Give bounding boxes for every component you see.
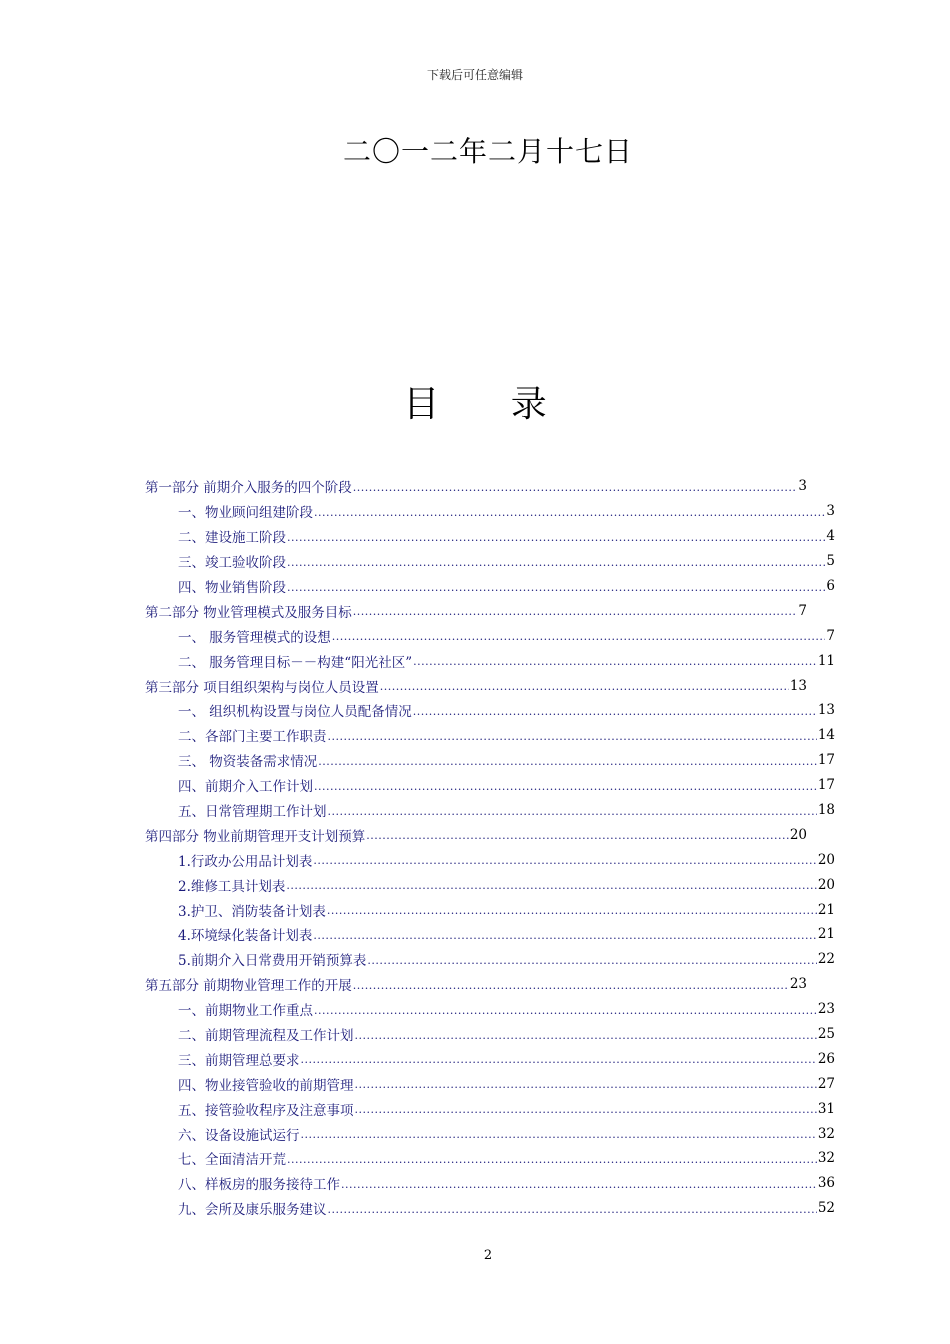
- toc-dot-leader: [413, 705, 817, 718]
- toc-dot-leader: [366, 829, 789, 842]
- toc-entry-label: 五、日常管理期工作计划: [178, 804, 327, 821]
- toc-dot-leader: [355, 1029, 817, 1042]
- toc-dot-leader: [301, 1053, 817, 1066]
- toc-page-number: 20: [789, 826, 807, 843]
- toc-dot-leader: [328, 1203, 817, 1216]
- toc-entry-label: 三、竣工验收阶段: [178, 555, 286, 572]
- toc-page-number: 31: [817, 1100, 835, 1117]
- toc-part-entry[interactable]: [145, 598, 807, 623]
- toc-entry-label: 第二部分 物业管理模式及服务目标: [145, 604, 352, 621]
- toc-page-number: 13: [817, 702, 835, 719]
- toc-entry-label: 第四部分 物业前期管理开支计划预算: [145, 828, 366, 845]
- toc-page-number: 13: [789, 677, 807, 694]
- toc-page-number: 27: [817, 1075, 835, 1092]
- toc-section-entry[interactable]: [145, 947, 835, 972]
- toc-page-number: 5: [826, 553, 835, 570]
- toc-part-entry[interactable]: [145, 673, 807, 698]
- toc-page-number: 32: [817, 1125, 835, 1142]
- toc-dot-leader: [287, 1153, 817, 1166]
- toc-entry-label: 3.护卫、消防装备计划表: [178, 903, 326, 920]
- toc-dot-leader: [301, 1128, 817, 1141]
- toc-dot-leader: [341, 1178, 817, 1191]
- toc-section-entry[interactable]: [145, 1071, 835, 1096]
- toc-page-number: 20: [817, 876, 835, 893]
- toc-dot-leader: [286, 879, 816, 892]
- toc-section-entry[interactable]: [145, 1171, 835, 1196]
- toc-page-number: 52: [817, 1200, 835, 1217]
- toc-section-entry[interactable]: [145, 748, 835, 773]
- toc-page-number: 23: [789, 976, 807, 993]
- toc-page-number: 22: [817, 951, 835, 968]
- page-number: 2: [483, 1248, 493, 1263]
- toc-page-number: 20: [817, 851, 835, 868]
- toc-dot-leader: [287, 581, 825, 594]
- toc-section-entry[interactable]: [145, 773, 835, 798]
- toc-dot-leader: [355, 1078, 817, 1091]
- toc-section-entry[interactable]: [145, 723, 835, 748]
- toc-entry-label: 四、物业销售阶段: [178, 580, 286, 596]
- header-note: 下载后可任意编辑: [426, 68, 523, 82]
- toc-dot-leader: [380, 680, 789, 693]
- toc-entry-label: 2.维修工具计划表: [178, 878, 286, 895]
- toc-entry-label: 三、前期管理总要求: [178, 1052, 300, 1069]
- toc-section-entry[interactable]: [145, 1046, 835, 1071]
- toc-page-number: 32: [817, 1150, 835, 1167]
- toc-entry-label: 一、 服务管理模式的设想: [178, 629, 331, 646]
- toc-section-entry[interactable]: [145, 549, 835, 574]
- toc-section-entry[interactable]: [145, 798, 835, 823]
- toc-section-entry[interactable]: [145, 1022, 835, 1047]
- toc-page-number: 11: [817, 652, 835, 669]
- toc-page-number: 18: [817, 802, 835, 819]
- toc-section-entry[interactable]: [145, 897, 835, 922]
- toc-page-number: 26: [817, 1050, 835, 1067]
- toc-entry-label: 一、物业顾问组建阶段: [178, 505, 313, 522]
- toc-dot-leader: [327, 904, 817, 917]
- toc-entry-label: 1.行政办公用品计划表: [178, 853, 313, 870]
- toc-entry-label: 第一部分 前期介入服务的四个阶段: [145, 480, 352, 497]
- toc-section-entry[interactable]: [145, 1146, 835, 1171]
- toc-entry-label: 四、前期介入工作计划: [178, 779, 313, 796]
- toc-entry-label: 二、前期管理流程及工作计划: [178, 1028, 354, 1045]
- toc-section-entry[interactable]: [145, 847, 835, 872]
- toc-section-entry[interactable]: [145, 574, 835, 599]
- toc-section-entry[interactable]: [145, 1121, 835, 1146]
- table-of-contents: [145, 474, 835, 1221]
- toc-page-number: 17: [817, 777, 835, 794]
- toc-dot-leader: [328, 730, 817, 743]
- toc-entry-label: 二、各部门主要工作职责: [178, 729, 327, 746]
- toc-entry-label: 四、物业接管验收的前期管理: [178, 1077, 354, 1094]
- toc-section-entry[interactable]: [145, 698, 835, 723]
- toc-section-entry[interactable]: [145, 499, 835, 524]
- toc-section-entry[interactable]: [145, 872, 835, 897]
- toc-entry-label: 一、 组织机构设置与岗位人员配备情况: [178, 704, 412, 721]
- toc-part-entry[interactable]: [145, 474, 807, 499]
- toc-page-number: 23: [817, 1001, 835, 1018]
- toc-entry-label: 七、全面清洁开荒: [178, 1152, 286, 1169]
- toc-title: 目 录: [403, 384, 577, 425]
- toc-entry-label: 二、建设施工阶段: [178, 530, 286, 547]
- toc-section-entry[interactable]: [145, 922, 835, 947]
- toc-entry-label: 八、样板房的服务接待工作: [178, 1177, 340, 1194]
- toc-page-number: 3: [826, 503, 835, 520]
- toc-entry-label: 五、接管验收程序及注意事项: [178, 1102, 354, 1119]
- toc-dot-leader: [314, 780, 817, 793]
- toc-entry-label: 第五部分 前期物业管理工作的开展: [145, 978, 352, 995]
- toc-dot-leader: [353, 605, 798, 618]
- toc-page-number: 14: [817, 727, 835, 744]
- toc-section-entry[interactable]: [145, 524, 835, 549]
- toc-page-number: 25: [817, 1026, 835, 1043]
- toc-section-entry[interactable]: [145, 1196, 835, 1221]
- toc-dot-leader: [313, 929, 816, 942]
- toc-dot-leader: [353, 481, 798, 494]
- toc-entry-label: 4.环境绿化装备计划表: [178, 928, 313, 945]
- toc-section-entry[interactable]: [145, 1096, 835, 1121]
- toc-entry-label: 三、 物资装备需求情况: [178, 754, 318, 771]
- toc-dot-leader: [314, 506, 825, 519]
- toc-entry-label: 第三部分 项目组织架构与岗位人员设置: [145, 679, 379, 696]
- toc-entry-label: 九、会所及康乐服务建议: [178, 1202, 327, 1219]
- toc-dot-leader: [353, 979, 789, 992]
- toc-dot-leader: [413, 655, 817, 668]
- toc-page-number: 6: [826, 578, 835, 594]
- toc-dot-leader: [287, 556, 825, 569]
- toc-entry-label: 二、 服务管理目标－－构建“阳光社区”: [178, 654, 413, 671]
- toc-entry-label: 一、前期物业工作重点: [178, 1003, 313, 1020]
- toc-page-number: 7: [798, 602, 807, 619]
- toc-page-number: 21: [817, 926, 835, 943]
- toc-dot-leader: [313, 854, 816, 867]
- toc-dot-leader: [287, 531, 825, 544]
- toc-dot-leader: [367, 954, 816, 967]
- toc-page-number: 7: [826, 627, 835, 644]
- toc-page-number: 21: [817, 901, 835, 918]
- toc-section-entry[interactable]: [145, 648, 835, 673]
- toc-part-entry[interactable]: [145, 972, 807, 997]
- toc-entry-label: 5.前期介入日常费用开销预算表: [178, 953, 367, 970]
- toc-dot-leader: [318, 755, 817, 768]
- toc-dot-leader: [355, 1103, 817, 1116]
- toc-section-entry[interactable]: [145, 623, 835, 648]
- toc-section-entry[interactable]: [145, 997, 835, 1022]
- toc-dot-leader: [332, 630, 826, 643]
- toc-dot-leader: [314, 1004, 817, 1017]
- toc-page-number: 17: [817, 752, 835, 769]
- toc-dot-leader: [328, 805, 817, 818]
- toc-page-number: 4: [826, 528, 835, 545]
- toc-part-entry[interactable]: [145, 822, 807, 847]
- toc-page-number: 36: [817, 1175, 835, 1192]
- date-title: 二〇一二年二月十七日: [342, 135, 633, 168]
- toc-page-number: 3: [798, 478, 807, 495]
- toc-entry-label: 六、设备设施试运行: [178, 1127, 300, 1144]
